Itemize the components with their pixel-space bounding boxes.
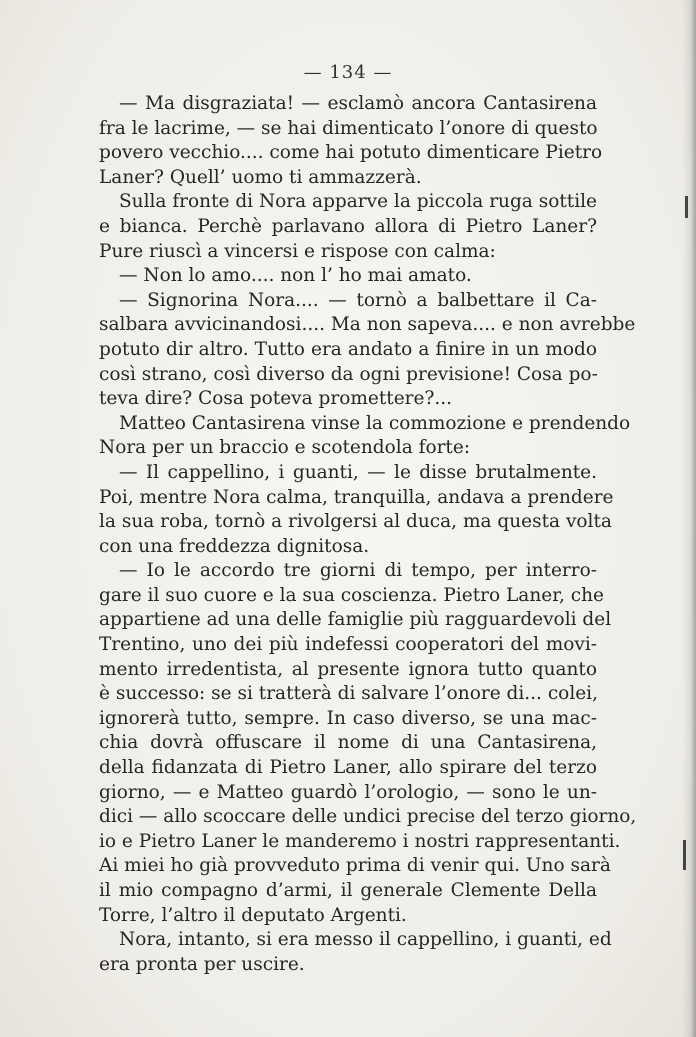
text-line: è successo: se si tratterà di salvare l’onore di... colei, [99, 683, 598, 705]
text-line: Poi, mentre Nora calma, tranquilla, andava a prendere [99, 486, 614, 508]
text-line: Sulla fronte di Nora apparve la piccola ruga sottile [119, 191, 597, 213]
margin-mark [685, 196, 688, 218]
text-line: Pure riuscì a vincersi e rispose con calma: [99, 240, 496, 262]
text-line: Trentino, uno dei più indefessi cooperatori del movi- [99, 634, 597, 656]
text-line: Ai miei ho già provveduto prima di venir qui. Uno sarà [99, 855, 611, 877]
text-line: povero vecchio.... come hai potuto dimenticare Pietro [99, 142, 603, 164]
text-line: il mio compagno d’armi, il generale Clemente Della [99, 880, 597, 901]
text-line: teva dire? Cosa poteva promettere?... [99, 388, 452, 410]
text-line: salbara avvicinandosi.... Ma non sapeva.... e non avrebbe [99, 314, 636, 336]
text-line: Nora per un braccio e scotendola forte: [99, 437, 471, 459]
text-line: — Signorina Nora.... — tornò a balbettare il Ca- [119, 289, 597, 311]
text-line: Torre, l’altro il deputato Argenti. [99, 904, 407, 926]
text-line: giorno, — e Matteo guardò l’orologio, — sono le un- [99, 781, 597, 803]
text-line: della fidanzata di Pietro Laner, allo spirare del terzo [99, 757, 597, 779]
text-line: con una freddezza dignitosa. [99, 535, 370, 557]
text-line: e bianca. Perchè parlavano allora di Pietro Laner? [99, 215, 597, 237]
text-line: — Ma disgraziata! — esclamò ancora Cantasirena [119, 93, 597, 114]
text-line: ignorerà tutto, sempre. In caso diverso, se una mac- [99, 707, 597, 729]
margin-mark [683, 840, 686, 870]
text-line: così strano, così diverso da ogni previsione! Cosa po- [99, 363, 598, 385]
text-line: Matteo Cantasirena vinse la commozione e prendendo [119, 412, 631, 434]
text-line: la sua roba, tornò a rivolgersi al duca, ma questa volta [99, 511, 612, 533]
text-line: — Non lo amo.... non l’ ho mai amato. [119, 265, 472, 287]
text-line: era pronta per uscire. [99, 953, 305, 975]
text-line: — Io le accordo tre giorni di tempo, per interro- [119, 560, 597, 582]
text-line: appartiene ad una delle famiglie più ragguardevoli del [99, 609, 612, 631]
text-line: Laner? Quell’ uomo ti ammazzerà. [99, 166, 422, 188]
text-line: gare il suo cuore e la sua coscienza. Pietro Laner, che [99, 584, 605, 606]
text-line: Nora, intanto, si era messo il cappellino, i guanti, ed [119, 929, 612, 951]
body-text [99, 92, 637, 977]
page-edge-shadow [682, 0, 696, 1037]
text-line: mento irredentista, al presente ignora tutto quanto [99, 658, 597, 680]
page-number: — 134 — [303, 62, 393, 83]
text-line: fra le lacrime, — se hai dimenticato l’onore di questo [99, 117, 598, 139]
text-line: — Il cappellino, i guanti, — le disse brutalmente. [119, 461, 597, 483]
text-line: io e Pietro Laner le manderemo i nostri rappresentanti. [99, 830, 621, 852]
text-line: dici — allo scoccare delle undici precise del terzo giorno, [99, 806, 637, 828]
text-line: potuto dir altro. Tutto era andato a finire in un modo [99, 338, 597, 360]
text-line: chia dovrà offuscare il nome di una Cantasirena, [99, 732, 597, 754]
